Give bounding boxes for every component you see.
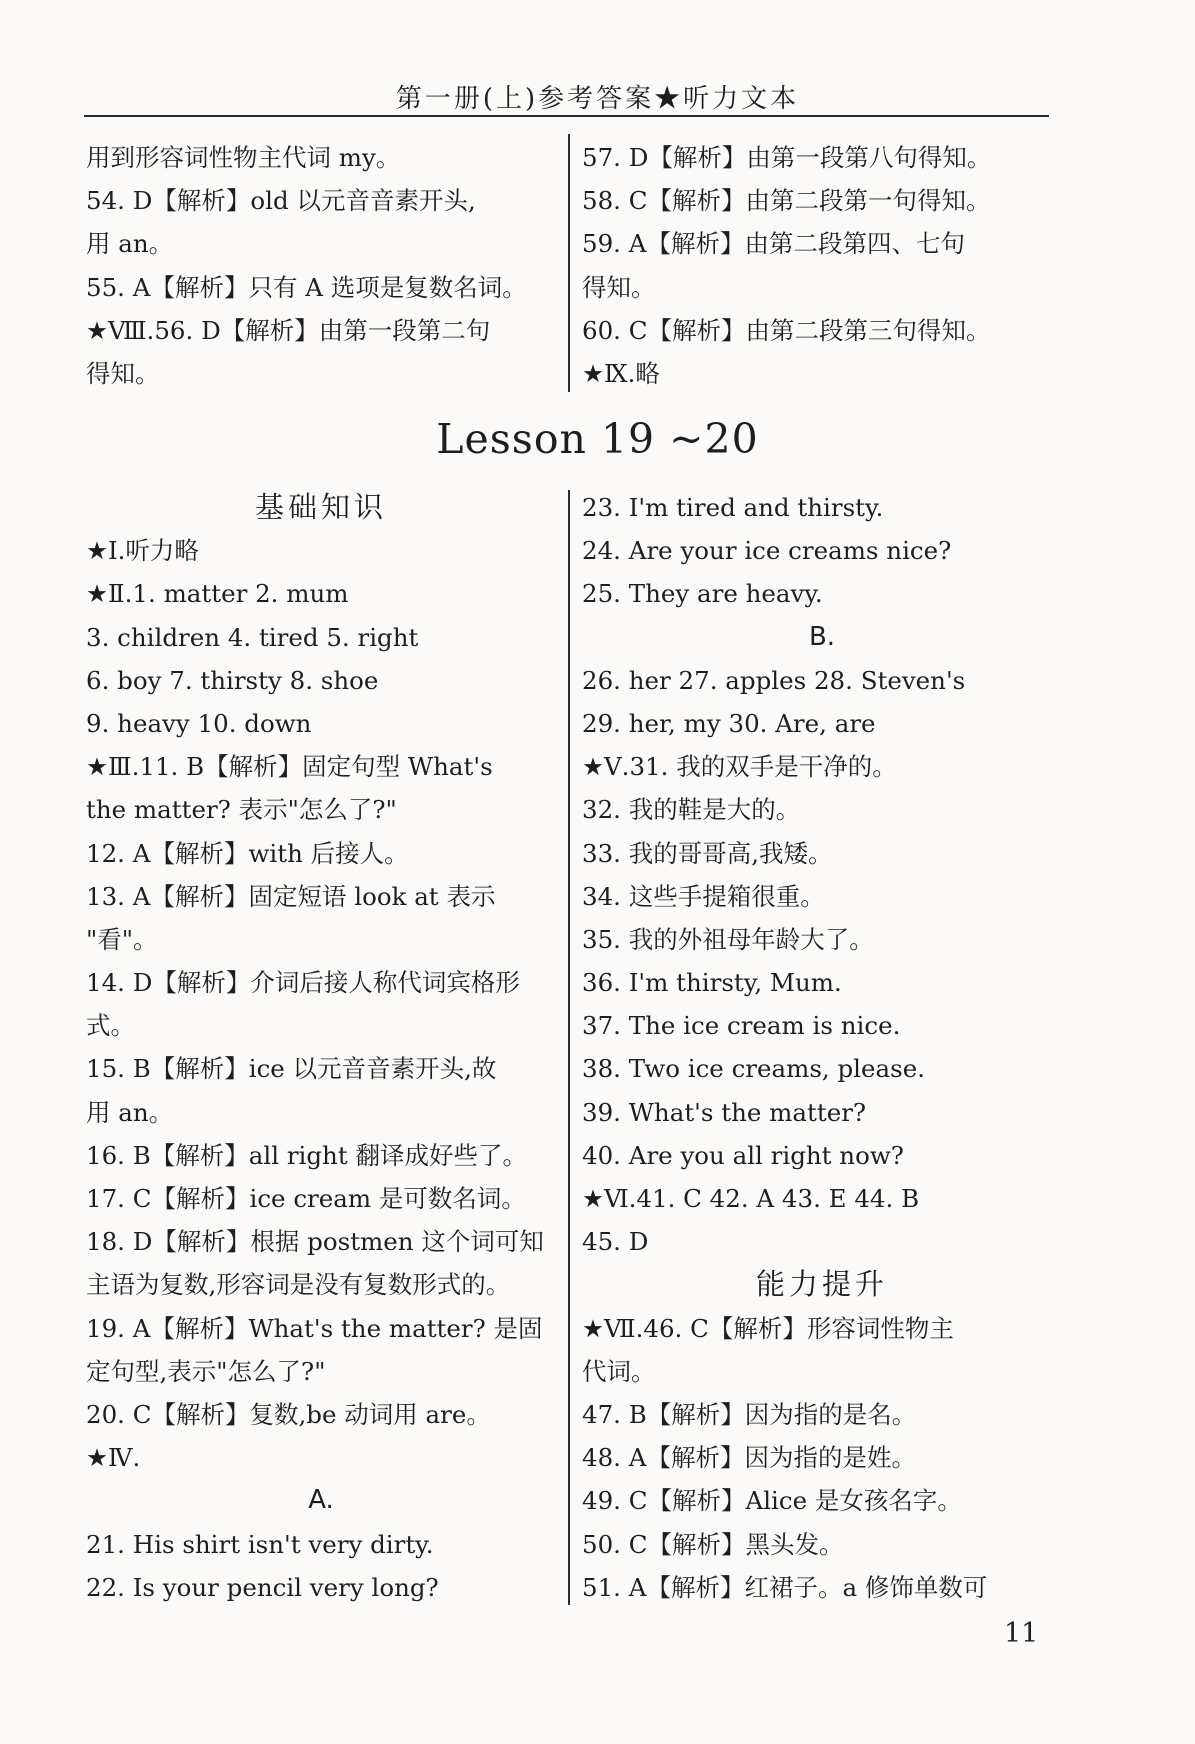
answer-line: ★Ⅶ.46. C【解析】形容词性物主 xyxy=(582,1313,954,1343)
answer-line: 25. They are heavy. xyxy=(582,579,823,609)
page-number: 11 xyxy=(1004,1618,1039,1649)
answer-line: 21. His shirt isn't very dirty. xyxy=(86,1529,434,1559)
header-divider xyxy=(84,115,1049,117)
answer-line: 39. What's the matter? xyxy=(582,1097,867,1127)
answer-line: 得知。 xyxy=(582,272,656,302)
main-left-column xyxy=(86,486,556,1609)
subsection-label: B. xyxy=(808,621,836,652)
answer-line: 用到形容词性物主代词 my。 xyxy=(86,143,401,172)
answer-line: 18. D【解析】根据 postmen 这个词可知 xyxy=(86,1227,544,1257)
main-right-column xyxy=(582,486,1062,1609)
answer-line: 59. A【解析】由第二段第四、七句 xyxy=(582,229,965,259)
answer-line: 19. A【解析】What's the matter? 是固 xyxy=(86,1313,543,1343)
answer-line: "看"。 xyxy=(86,924,158,954)
answer-line: 51. A【解析】红裙子。a 修饰单数可 xyxy=(582,1572,988,1602)
answer-line: 48. A【解析】因为指的是姓。 xyxy=(582,1443,916,1473)
answer-line: ★Ⅱ.1. matter 2. mum xyxy=(86,579,349,609)
answer-line: 29. her, my 30. Are, are xyxy=(582,708,876,738)
answer-line: 34. 这些手提箱很重。 xyxy=(582,881,825,911)
page-header: 第一册(上)参考答案★听力文本 xyxy=(395,84,800,114)
answer-line: 36. I'm thirsty, Mum. xyxy=(582,968,842,998)
answer-line: 32. 我的鞋是大的。 xyxy=(582,795,801,825)
answer-line: ★Ⅴ.31. 我的双手是干净的。 xyxy=(582,752,897,782)
answer-line: 35. 我的外祖母年龄大了。 xyxy=(582,924,874,954)
answer-line: 26. her 27. apples 28. Steven's xyxy=(582,665,966,695)
answer-line: 55. A【解析】只有 A 选项是复数名词。 xyxy=(86,272,527,302)
lesson-title: Lesson 19 ~20 xyxy=(436,415,759,463)
answer-line: 16. B【解析】all right 翻译成好些了。 xyxy=(86,1140,527,1170)
answer-line: 6. boy 7. thirsty 8. shoe xyxy=(86,665,379,695)
answer-line: 45. D xyxy=(582,1227,649,1257)
answer-line: 38. Two ice creams, please. xyxy=(582,1054,925,1084)
subsection-label: A. xyxy=(308,1485,334,1516)
answer-line: 54. D【解析】old 以元音音素开头, xyxy=(86,186,476,216)
answer-line: ★Ⅲ.11. B【解析】固定句型 What's xyxy=(86,752,493,782)
answer-line: 用 an。 xyxy=(86,1097,174,1127)
answer-line: 23. I'm tired and thirsty. xyxy=(582,493,884,522)
answer-line: 47. B【解析】因为指的是名。 xyxy=(582,1399,917,1429)
answer-line: 58. C【解析】由第二段第一句得知。 xyxy=(582,186,991,216)
answer-line: ★Ⅷ.56. D【解析】由第一段第二句 xyxy=(86,315,491,345)
answer-line: 15. B【解析】ice 以元音音素开头,故 xyxy=(86,1054,497,1084)
answer-line: 37. The ice cream is nice. xyxy=(582,1011,901,1041)
answer-line: 22. Is your pencil very long? xyxy=(86,1572,439,1602)
answer-line: 49. C【解析】Alice 是女孩名字。 xyxy=(582,1486,962,1516)
answer-line: 57. D【解析】由第一段第八句得知。 xyxy=(582,143,992,172)
answer-line: 定句型,表示"怎么了?" xyxy=(86,1356,326,1386)
answer-line: the matter? 表示"怎么了?" xyxy=(86,795,397,825)
answer-line: ★Ⅰ.听力略 xyxy=(86,536,199,566)
answer-line: 17. C【解析】ice cream 是可数名词。 xyxy=(86,1184,526,1213)
answer-line: 9. heavy 10. down xyxy=(86,708,312,738)
answer-line: 式。 xyxy=(86,1011,135,1041)
column-divider-top xyxy=(568,134,570,392)
answer-line: 13. A【解析】固定短语 look at 表示 xyxy=(86,881,496,911)
section-heading: 能力提升 xyxy=(755,1267,888,1302)
answer-line: 24. Are your ice creams nice? xyxy=(582,536,952,566)
answer-line: ★Ⅸ.略 xyxy=(582,358,660,388)
top-right-column xyxy=(582,136,1062,395)
answer-line: 代词。 xyxy=(582,1356,656,1386)
answer-line: ★Ⅳ. xyxy=(86,1443,141,1473)
answer-line: 得知。 xyxy=(86,358,160,388)
answer-line: 40. Are you all right now? xyxy=(582,1140,904,1170)
answer-line: 60. C【解析】由第二段第三句得知。 xyxy=(582,315,991,345)
answer-line: 3. children 4. tired 5. right xyxy=(86,622,419,652)
answer-line: 14. D【解析】介词后接人称代词宾格形 xyxy=(86,968,520,998)
section-heading: 基础知识 xyxy=(254,490,387,524)
column-divider-main xyxy=(568,490,570,1605)
answer-line: 33. 我的哥哥高,我矮。 xyxy=(582,838,833,868)
answer-line: 20. C【解析】复数,be 动词用 are。 xyxy=(86,1399,491,1429)
answer-line: 12. A【解析】with 后接人。 xyxy=(86,838,409,868)
answer-line: 用 an。 xyxy=(86,229,174,259)
top-left-column xyxy=(86,136,556,395)
answer-line: 50. C【解析】黑头发。 xyxy=(582,1529,844,1559)
answer-line: ★Ⅵ.41. C 42. A 43. E 44. B xyxy=(582,1184,920,1213)
answer-line: 主语为复数,形容词是没有复数形式的。 xyxy=(86,1270,511,1300)
